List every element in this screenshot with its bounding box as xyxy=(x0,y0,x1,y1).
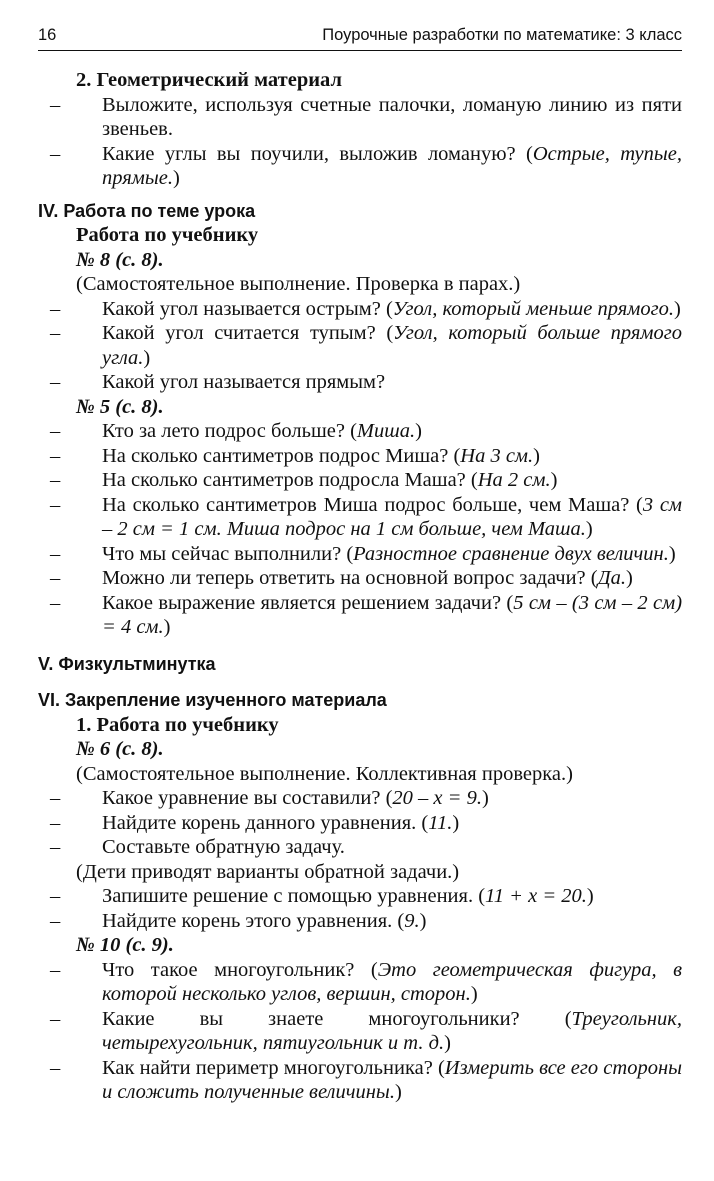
list-item: – Запишите решение с помощью уравнения. (11 + х = 20.) xyxy=(50,885,594,907)
list-item: – Можно ли теперь ответить на основной вопрос задачи? (Да.) xyxy=(50,567,633,589)
question-text: На сколько сантиметров Миша подрос больше, чем Маша? xyxy=(102,493,630,516)
answer-text: На 2 см. xyxy=(477,469,551,491)
dash-marker: – xyxy=(50,836,61,858)
task-6-label: № 6 (с. 8). xyxy=(76,738,164,760)
list-item: – Какой угол считается тупым? (Угол, который больше прямого угла.) xyxy=(50,322,682,369)
list-item: – Что мы сейчас выполнили? (Разностное сравнение двух величин.) xyxy=(50,542,676,565)
question-text: Какой угол называется прямым? xyxy=(102,371,386,393)
dash-marker: – xyxy=(50,787,61,809)
list-item: – Какое выражение является решением задачи? (5 см – (3 см – 2 см) = 4 см.) xyxy=(50,591,683,638)
question-text: Выложите, используя счетные палочки, ломаную линию из пяти звеньев. xyxy=(102,93,682,140)
answer-text: Треугольник, четырехугольник, пятиугольник и т. д. xyxy=(102,1007,683,1054)
answer-text: 5 см – (3 см – 2 см) = 4 см. xyxy=(102,591,683,638)
answer-text: Острые, тупые, прямые. xyxy=(102,142,683,189)
task-6-note-2: (Дети приводят варианты обратной задачи.) xyxy=(76,860,460,883)
task-6-list xyxy=(38,786,682,860)
section-4-subheading: Работа по учебнику xyxy=(76,224,259,246)
list-item: – Какой угол называется острым? (Угол, который меньше прямого.) xyxy=(50,297,681,320)
dash-marker: – xyxy=(50,420,61,442)
section-4-heading: IV. Работа по теме урока xyxy=(38,200,256,221)
dash-marker: – xyxy=(50,1007,61,1030)
answer-text: Да. xyxy=(597,567,627,589)
dash-marker: – xyxy=(50,567,61,589)
list-item xyxy=(38,93,682,142)
geometry-list xyxy=(38,93,682,191)
answer-text: 3 см – 2 см = 1 см. Миша подрос на 1 см больше, чем Маша. xyxy=(102,493,682,540)
list-item: – Найдите корень этого уравнения. (9.) xyxy=(50,909,427,932)
question-text: Запишите решение с помощью уравнения. xyxy=(102,885,474,907)
answer-text: 11. xyxy=(428,811,453,834)
answer-text: Угол, который больше прямого угла. xyxy=(102,322,682,369)
task-5-list xyxy=(38,419,682,640)
answer-text: Разностное сравнение двух величин. xyxy=(353,542,669,565)
answer-text: Миша. xyxy=(356,420,416,442)
question-text: Какой угол называется острым? xyxy=(102,297,381,320)
dash-marker: – xyxy=(50,958,61,981)
geometry-heading: 2. Геометрический материал xyxy=(76,69,342,91)
running-title: Поурочные разработки по математике: 3 класс xyxy=(322,26,682,44)
answer-text: Измерить все его стороны и сложить полученные величины. xyxy=(102,1056,683,1103)
question-text: Какой угол считается тупым? xyxy=(102,322,376,344)
question-text: Можно ли теперь ответить на основной вопрос задачи? xyxy=(102,567,586,589)
list-item: – Какие углы вы поучили, выложив ломаную? (Острые, тупые, прямые.) xyxy=(50,142,683,189)
dash-marker: – xyxy=(50,297,61,320)
list-item: – Какие вы знаете многоугольники? (Треугольник, четырехугольник, пятиугольник и т. д.) xyxy=(50,1007,683,1054)
question-text: Кто за лето подрос больше? xyxy=(102,420,345,442)
section-6-heading: VI. Закрепление изученного материала xyxy=(38,690,387,710)
question-text: Какие углы вы поучили, выложив ломаную? xyxy=(102,142,516,165)
question-text: Найдите корень этого уравнения. xyxy=(102,909,393,932)
page-content xyxy=(38,68,682,1105)
task-10-list xyxy=(38,958,682,1105)
question-text: Найдите корень данного уравнения. xyxy=(102,811,417,834)
dash-marker: – xyxy=(50,885,61,907)
question-text: Какие вы знаете многоугольники? xyxy=(102,1007,520,1030)
list-item: – Как найти периметр многоугольника? (Измерить все его стороны и сложить полученные величины.) xyxy=(50,1056,683,1103)
list-item: – На сколько сантиметров подрос Миша? (На 3 см.) xyxy=(50,444,540,467)
question-text: На сколько сантиметров подросла Маша? xyxy=(102,469,466,491)
list-item: – На сколько сантиметров подросла Маша? (На 2 см.) xyxy=(50,469,558,491)
dash-marker: – xyxy=(50,591,61,614)
list-item: – На сколько сантиметров Миша подрос больше, чем Маша? (3 см – 2 см = 1 см. Миша подрос на 1 см больше, чем Маша.) xyxy=(50,493,682,540)
question-text: Что мы сейчас выполнили? xyxy=(102,542,342,565)
answer-text: Угол, который меньше прямого. xyxy=(392,297,674,320)
task-6-list-2 xyxy=(38,884,682,933)
section-6-subheading: 1. Работа по учебнику xyxy=(76,713,279,736)
question-text: Что такое многоугольник? xyxy=(102,958,355,981)
answer-text: 9. xyxy=(404,909,420,932)
task-5-label: № 5 (с. 8). xyxy=(76,395,164,418)
list-item: – Найдите корень данного уравнения. (11.) xyxy=(50,811,460,834)
answer-text: На 3 см. xyxy=(460,444,534,467)
dash-marker: – xyxy=(50,469,61,491)
task-8-list xyxy=(38,297,682,395)
dash-marker: – xyxy=(50,811,61,834)
question-text: На сколько сантиметров подрос Миша? xyxy=(102,444,449,467)
list-item xyxy=(38,370,682,395)
dash-marker: – xyxy=(50,142,61,165)
dash-marker: – xyxy=(50,1056,61,1079)
task-10-label: № 10 (с. 9). xyxy=(76,934,174,956)
list-item: – Что такое многоугольник? (Это геометрическая фигура, в которой несколько углов, вершин, сторон.) xyxy=(50,958,682,1005)
dash-marker: – xyxy=(50,493,61,516)
question-text: Какое выражение является решением задачи? xyxy=(102,591,502,614)
task-8-note: (Самостоятельное выполнение. Проверка в парах.) xyxy=(76,273,521,295)
dash-marker: – xyxy=(50,444,61,467)
dash-marker: – xyxy=(50,322,61,344)
question-text: Составьте обратную задачу. xyxy=(102,836,345,858)
list-item: – Кто за лето подрос больше? (Миша.) xyxy=(50,420,422,442)
dash-marker: – xyxy=(50,909,61,932)
task-6-note: (Самостоятельное выполнение. Коллективная проверка.) xyxy=(76,762,573,785)
dash-marker: – xyxy=(50,542,61,565)
dash-marker: – xyxy=(50,93,61,116)
answer-text: Это геометрическая фигура, в которой несколько углов, вершин, сторон. xyxy=(102,958,682,1005)
answer-text: 11 + х = 20. xyxy=(485,885,587,907)
list-item: – Какое уравнение вы составили? (20 – х = 9.) xyxy=(50,787,489,809)
section-5-heading: V. Физкультминутка xyxy=(38,653,216,674)
list-item xyxy=(38,835,682,860)
running-header xyxy=(38,26,682,51)
page-number: 16 xyxy=(38,26,57,44)
question-text: Как найти периметр многоугольника? xyxy=(102,1056,433,1079)
answer-text: 20 – х = 9. xyxy=(392,787,482,809)
task-8-label: № 8 (с. 8). xyxy=(76,248,164,271)
dash-marker: – xyxy=(50,371,61,393)
question-text: Какое уравнение вы составили? xyxy=(102,787,381,809)
